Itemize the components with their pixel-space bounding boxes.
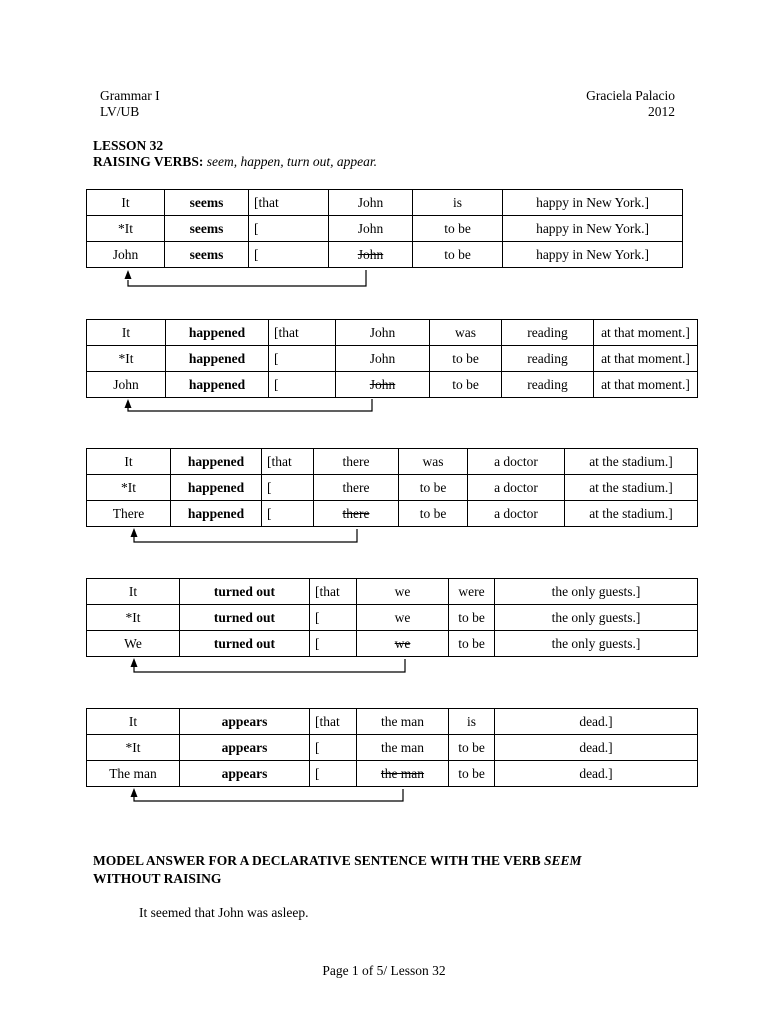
model-example-sentence: It seemed that John was asleep. (139, 905, 309, 920)
table-cell: *It (87, 605, 180, 631)
table-cell: appears (180, 709, 310, 735)
table-cell: happened (166, 320, 269, 346)
model-heading-verb: SEEM (543, 853, 582, 868)
table-cell: at the stadium.] (565, 501, 698, 527)
table-cell: to be (449, 735, 495, 761)
lesson-title-label: RAISING VERBS: (93, 154, 204, 169)
table-cell: to be (413, 242, 503, 268)
table-cell: *It (87, 216, 165, 242)
table-cell: reading (502, 346, 594, 372)
table-cell: reading (502, 320, 594, 346)
table-cell: dead.] (495, 761, 698, 787)
table-cell: the man (357, 709, 449, 735)
table-cell: we (357, 605, 449, 631)
table-cell: We (87, 631, 180, 657)
struck-subject: we (394, 635, 411, 651)
table-cell: happened (171, 475, 262, 501)
table-cell: [that (310, 709, 357, 735)
table-cell: at the stadium.] (565, 475, 698, 501)
lesson-title-verbs: seem, happen, turn out, appear. (206, 154, 378, 169)
table-cell: is (413, 190, 503, 216)
table-cell: [ (249, 216, 329, 242)
table-cell: John (87, 372, 166, 398)
table-cell: It (87, 190, 165, 216)
table-cell: John (329, 216, 413, 242)
table-cell: happy in New York.] (503, 216, 683, 242)
model-heading-text: MODEL ANSWER FOR A DECLARATIVE SENTENCE WITH THE VERB (93, 853, 541, 868)
table-cell: seems (165, 216, 249, 242)
lesson-number: LESSON 32 (93, 138, 164, 153)
struck-subject: the man (380, 765, 425, 781)
table-cell: to be (399, 501, 468, 527)
table-cell: the only guests.] (495, 605, 698, 631)
table-cell: [that (249, 190, 329, 216)
author-name: Graciela Palacio (586, 88, 675, 103)
model-heading-text-2: WITHOUT RAISING (93, 871, 222, 886)
year: 2012 (648, 104, 675, 119)
table-cell: seems (165, 190, 249, 216)
institution: LV/UB (100, 104, 140, 119)
struck-subject: John (357, 246, 384, 262)
table-cell: turned out (180, 579, 310, 605)
table-cell: [that (262, 449, 314, 475)
model-answer-heading (93, 852, 693, 888)
table-cell: [ (310, 761, 357, 787)
table-cell: the only guests.] (495, 631, 698, 657)
table-cell: The man (87, 761, 180, 787)
table-cell: [ (310, 631, 357, 657)
table-cell: It (87, 449, 171, 475)
table-cell: at that moment.] (594, 372, 698, 398)
struck-subject: John (369, 376, 396, 392)
course-name: Grammar I (100, 88, 160, 103)
table-cell: It (87, 320, 166, 346)
table-cell: happened (171, 449, 262, 475)
table-cell: [ (310, 605, 357, 631)
table-cell: to be (413, 216, 503, 242)
table-cell: was (399, 449, 468, 475)
table-cell: happened (166, 372, 269, 398)
table-cell: we (357, 579, 449, 605)
table-cell: [that (269, 320, 336, 346)
table-cell: was (430, 320, 502, 346)
table-cell: turned out (180, 631, 310, 657)
table-cell: dead.] (495, 709, 698, 735)
table-cell: to be (449, 761, 495, 787)
table-cell: happened (166, 346, 269, 372)
table-cell: to be (430, 372, 502, 398)
table-cell: It (87, 709, 180, 735)
table-cell: John (329, 190, 413, 216)
table-cell: at that moment.] (594, 346, 698, 372)
table-cell: John (336, 320, 430, 346)
table-cell: there (314, 475, 399, 501)
table-cell: turned out (180, 605, 310, 631)
table-cell: reading (502, 372, 594, 398)
table-cell: the man (357, 735, 449, 761)
table-cell: [ (262, 475, 314, 501)
table-cell: John (336, 346, 430, 372)
table-cell: appears (180, 735, 310, 761)
page-footer: Page 1 of 5/ Lesson 32 (322, 963, 446, 978)
table-cell: to be (430, 346, 502, 372)
struck-subject: there (342, 505, 370, 521)
table-cell: at that moment.] (594, 320, 698, 346)
table-cell: happy in New York.] (503, 242, 683, 268)
table-cell: There (87, 501, 171, 527)
table-cell: It (87, 579, 180, 605)
table-cell: [ (310, 735, 357, 761)
table-cell: a doctor (468, 449, 565, 475)
table-cell: *It (87, 346, 166, 372)
table-cell: [ (269, 346, 336, 372)
table-cell: to be (449, 605, 495, 631)
table-cell: John (87, 242, 165, 268)
table-cell: [ (269, 372, 336, 398)
table-cell: a doctor (468, 501, 565, 527)
table-cell: seems (165, 242, 249, 268)
table-cell: [that (310, 579, 357, 605)
table-cell: [ (262, 501, 314, 527)
table-cell: *It (87, 475, 171, 501)
table-cell: were (449, 579, 495, 605)
table-cell: [ (249, 242, 329, 268)
table-cell: is (449, 709, 495, 735)
table-cell: to be (449, 631, 495, 657)
table-cell: there (314, 449, 399, 475)
table-cell: to be (399, 475, 468, 501)
table-cell: appears (180, 761, 310, 787)
table-cell: happy in New York.] (503, 190, 683, 216)
table-cell: dead.] (495, 735, 698, 761)
table-cell: the only guests.] (495, 579, 698, 605)
table-cell: *It (87, 735, 180, 761)
table-cell: happened (171, 501, 262, 527)
table-cell: at the stadium.] (565, 449, 698, 475)
table-cell: a doctor (468, 475, 565, 501)
